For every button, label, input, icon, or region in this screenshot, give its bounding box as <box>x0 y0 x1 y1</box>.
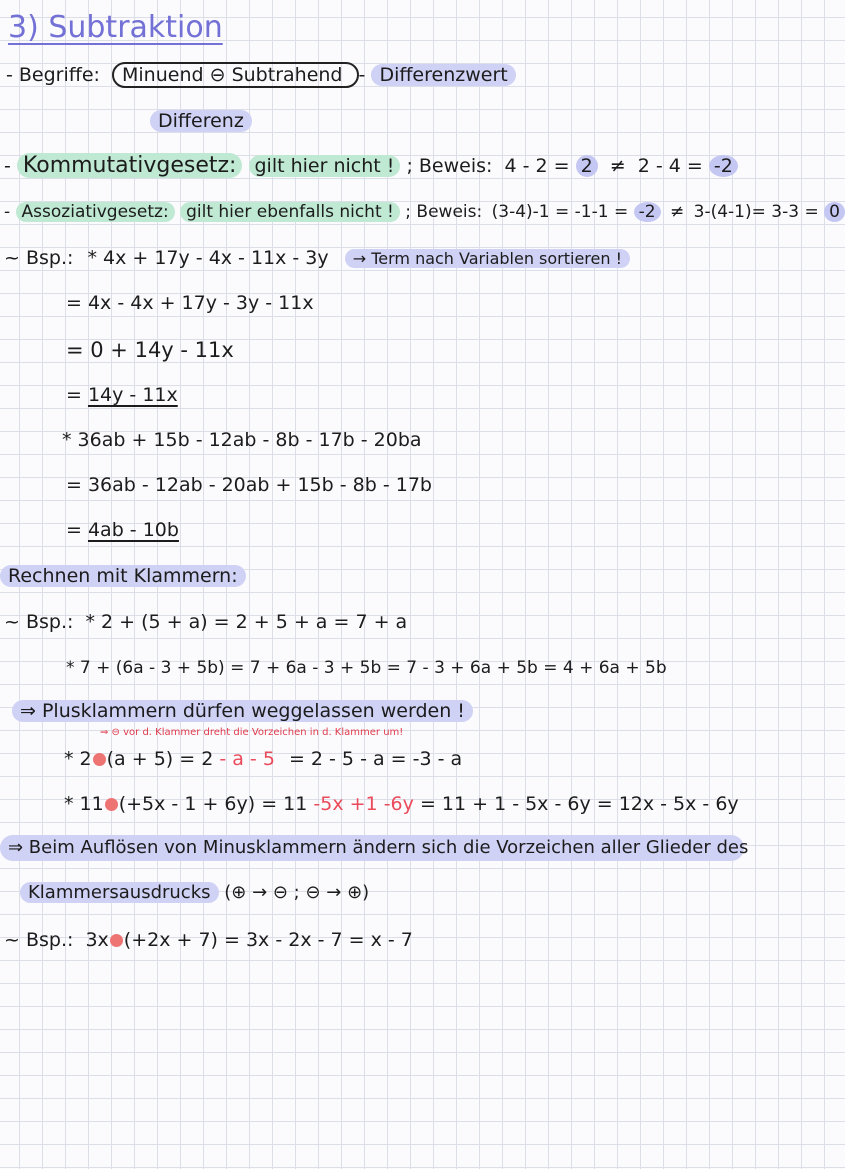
klammern-ex3-row <box>64 746 462 772</box>
kommutativ-right: 2 - 4 = <box>637 155 703 177</box>
ex4-flipped-3: -6y <box>383 793 414 815</box>
assoziativ-prefix: - <box>4 202 11 222</box>
ex3-start: * 2 <box>64 748 92 770</box>
assoziativ-row <box>4 199 845 225</box>
example1-step1: = 4x - 4x + 17y - 3y - 11x <box>66 292 314 314</box>
page-title: 3) Subtraktion <box>8 10 223 45</box>
bsp-label: ~ Bsp.: <box>4 611 74 633</box>
ex4-flipped-1: -5x <box>313 793 344 815</box>
exclamation-icon: ! <box>386 155 395 177</box>
bsp-label: ~ Bsp.: <box>4 929 74 951</box>
differenz-row <box>150 108 252 134</box>
assoziativ-label: Assoziativgesetz: <box>16 202 175 222</box>
beweis-label: ; Beweis: <box>405 202 483 222</box>
minus-dot-icon <box>105 798 118 811</box>
assoziativ-left-result: -2 <box>634 202 661 222</box>
bsp-label: ~ Bsp.: <box>4 247 74 269</box>
example1-result: 14y - 11x <box>87 384 178 406</box>
example1-step2: = 0 + 14y - 11x <box>66 338 234 362</box>
kommutativ-left-result: 2 <box>576 155 598 177</box>
exclamation-icon: ! <box>615 249 623 268</box>
equals-sign: = <box>66 384 82 406</box>
example2-result: 4ab - 10b <box>87 519 179 541</box>
minus-dot-icon <box>110 934 123 947</box>
example2-row <box>62 427 422 453</box>
ex3-end: = 2 - 5 - a = -3 - a <box>288 748 463 770</box>
not-equal-icon: ≠ <box>669 202 685 222</box>
example2-step1: = 36ab - 12ab - 20ab + 15b - 8b - 17b <box>66 474 432 496</box>
klammern-ex2: * 7 + (6a - 3 + 5b) = 7 + 6a - 3 + 5b = 7 - 3 + 6a + 5b = 4 + 6a + 5b <box>66 658 667 678</box>
differenz-term: Differenz <box>150 110 252 132</box>
ex5-end: (+2x + 7) = 3x - 2x - 7 = x - 7 <box>123 929 413 951</box>
klammern-ex5-row <box>4 927 413 953</box>
assoziativ-text: gilt hier ebenfalls nicht ! <box>180 202 400 222</box>
exclamation-icon: ! <box>457 700 465 722</box>
ex4-middle: (+5x - 1 + 6y) = 11 <box>118 793 308 815</box>
klammern-heading: Rechnen mit Klammern: <box>0 565 246 587</box>
not-equal-icon: ≠ <box>609 155 626 177</box>
minuend-subtrahend-box <box>112 62 359 88</box>
example1-step3-row <box>66 382 178 408</box>
minus-sign-icon: ⊖ <box>209 64 226 86</box>
kommutativ-text: gilt hier nicht ! <box>249 155 401 177</box>
klammern-heading-row <box>0 563 246 589</box>
minus-rule-row-1 <box>0 835 749 861</box>
minus-rule-2: Klammersausdrucks <box>20 882 219 903</box>
bullet: * <box>87 247 97 269</box>
minus-rule-1: ⇒ Beim Auflösen von Minusklammern ändern sich die Vorzeichen aller Glieder des <box>0 835 744 861</box>
example2-step2-row <box>66 517 179 543</box>
klammern-ex4-row <box>64 791 739 817</box>
assoziativ-right: 3-(4-1)= 3-3 = <box>693 202 819 222</box>
begriffe-label: - Begriffe: <box>6 64 100 86</box>
kommutativ-row <box>4 153 738 179</box>
ex4-end: = 11 + 1 - 5x - 6y = 12x - 5x - 6y <box>419 793 739 815</box>
differenzwert-term: Differenzwert <box>371 64 515 86</box>
equals-sign: = <box>66 519 82 541</box>
example1-expression: 4x + 17y - 4x - 11x - 3y <box>103 247 329 269</box>
example2-expression: 36ab + 15b - 12ab - 8b - 17b - 20ba <box>77 429 422 451</box>
exclamation-icon: ! <box>387 202 394 222</box>
ex3-flipped: - a - 5 <box>219 748 275 770</box>
ex5-start: 3x <box>85 929 109 951</box>
klammern-ex1: * 2 + (5 + a) = 2 + 5 + a = 7 + a <box>85 611 408 633</box>
plus-rule: ⇒ Plusklammern dürfen weggelassen werden ! <box>12 700 473 722</box>
ex3-middle: (a + 5) = 2 <box>106 748 214 770</box>
minus-rule-row-2 <box>20 880 369 906</box>
kommutativ-right-result: -2 <box>709 155 738 177</box>
assoziativ-right-result: 0 <box>824 202 845 222</box>
assoziativ-left: (3-4)-1 = -1-1 = <box>491 202 629 222</box>
begriffe-row <box>6 62 516 88</box>
subtrahend-term: Subtrahend <box>231 64 343 86</box>
minus-dot-icon <box>93 753 106 766</box>
minuend-term: Minuend <box>122 64 204 86</box>
plus-rule-row <box>12 698 473 724</box>
kommutativ-label: Kommutativgesetz: <box>17 153 243 178</box>
ex4-start: * 11 <box>64 793 104 815</box>
klammern-ex1-row <box>4 609 407 635</box>
sort-hint: → Term nach Variablen sortieren ! <box>345 249 630 268</box>
sign-flip-note: ⇒ ⊖ vor d. Klammer dreht die Vorzeichen in d. Klammer um! <box>100 727 404 738</box>
example1-row <box>4 245 630 272</box>
sign-swap-rule: (⊕ → ⊖ ; ⊖ → ⊕) <box>224 882 370 903</box>
kommutativ-left: 4 - 2 = <box>504 155 570 177</box>
bullet: * <box>62 429 72 451</box>
ex4-flipped-2: +1 <box>349 793 378 815</box>
begriffe-dash: - <box>358 64 366 86</box>
beweis-label: ; Beweis: <box>406 155 493 177</box>
kommutativ-prefix: - <box>4 155 11 177</box>
